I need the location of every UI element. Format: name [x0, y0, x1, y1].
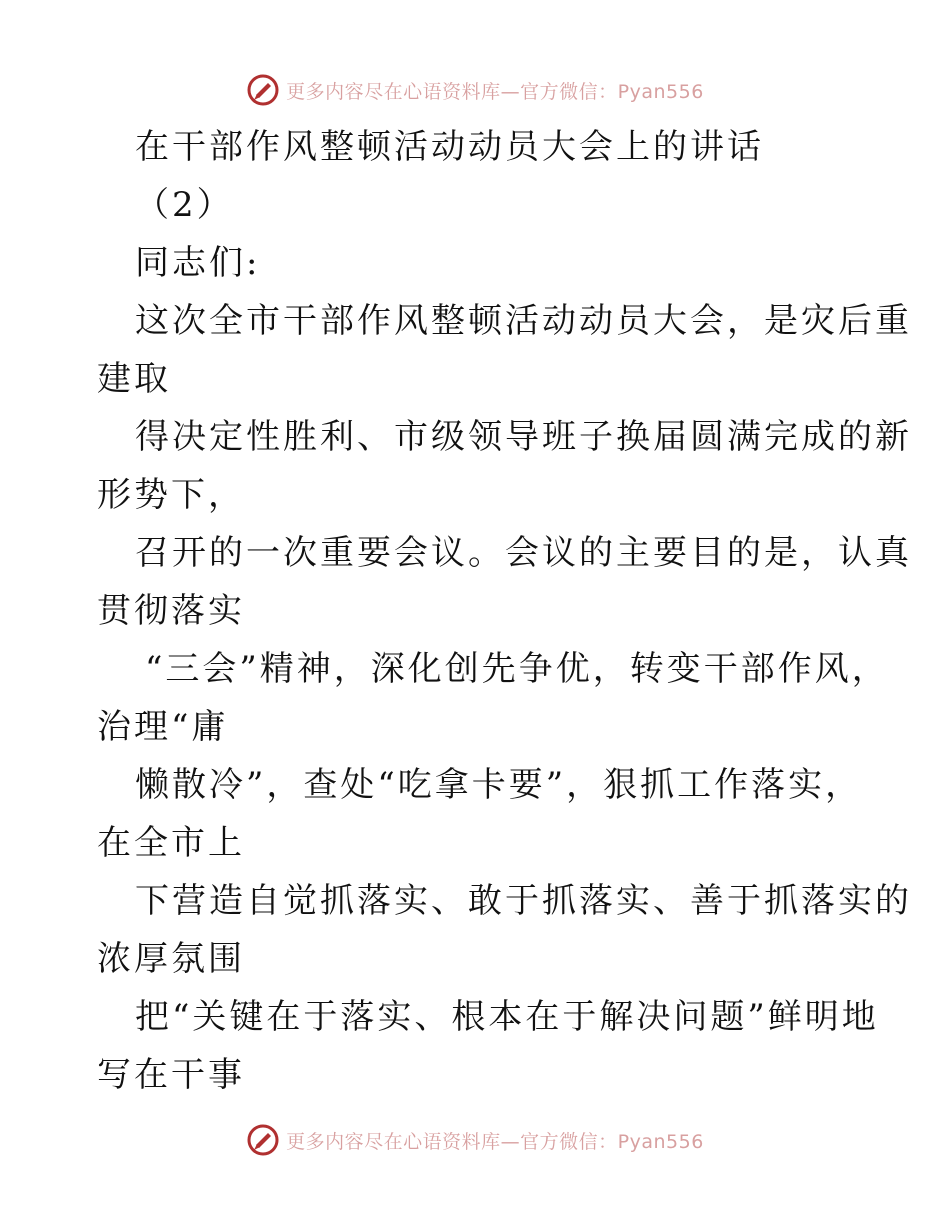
- paragraph-line: 把“关键在于落实、根本在于解决问题”鲜明地: [135, 997, 879, 1037]
- paragraph-line: 在全市上: [97, 823, 245, 863]
- salutation: 同志们:: [135, 243, 261, 283]
- paragraph-line: 形势下，: [97, 475, 245, 515]
- header-watermark: [0, 70, 950, 110]
- paragraph-line: 治理“庸: [97, 707, 229, 747]
- paragraph-line: “三会”精神，深化创先争优，转变干部作风，: [145, 649, 889, 689]
- footer-watermark: [0, 1120, 950, 1160]
- paragraph-line: 建取: [97, 359, 171, 399]
- paragraph-line: 召开的一次重要会议。会议的主要目的是，认真: [135, 533, 912, 573]
- document-title: 在干部作风整顿活动动员大会上的讲话: [135, 127, 764, 167]
- watermark-text: 更多内容尽在心语资料库—官方微信：Pyan556: [286, 1130, 704, 1153]
- paragraph-line: 贯彻落实: [97, 591, 245, 631]
- paragraph-line: 浓厚氛围: [97, 939, 245, 979]
- document-subtitle: （2）: [135, 185, 234, 225]
- logo-icon: [246, 1123, 280, 1157]
- paragraph-line: 这次全市干部作风整顿活动动员大会，是灾后重: [135, 301, 912, 341]
- logo-icon: [246, 73, 280, 107]
- watermark-text: 更多内容尽在心语资料库—官方微信：Pyan556: [286, 80, 704, 103]
- paragraph-line: 下营造自觉抓落实、敢于抓落实、善于抓落实的: [135, 881, 912, 921]
- paragraph-line: 写在干事: [97, 1055, 245, 1095]
- paragraph-line: 得决定性胜利、市级领导班子换届圆满完成的新: [135, 417, 912, 457]
- paragraph-line: 懒散冷”，查处“吃拿卡要”，狠抓工作落实，: [135, 765, 863, 805]
